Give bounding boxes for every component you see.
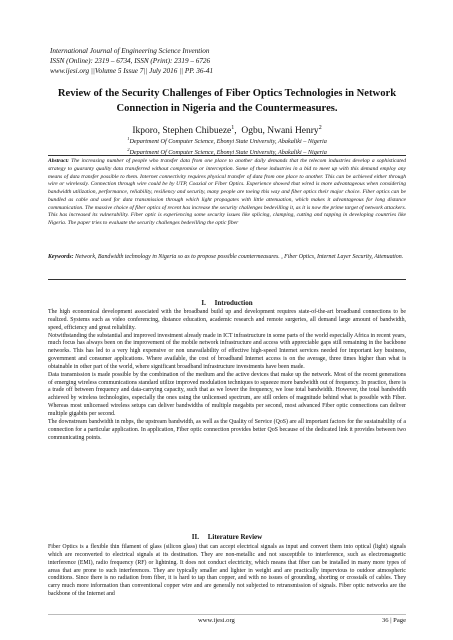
journal-name: International Journal of Engineering Science Invention xyxy=(50,47,210,55)
paragraph: Data transmission is made possible by the combination of the medium and the active devices that make up the network. Most of the recent generations of emerging wireless communications standard utilize improved modulation techniques to squeeze more bandwidth out of frequency. In practice, there is a trade off between frequency and data-carrying capacity, such that as we lower the frequency, we lose total bandwidth. However, the total bandwidth achieved by wireless technologies, especially the ones using the unlicensed spectrum, are still orders of magnitude behind what is possible with Fiber. Whereas most unlicensed wireless setups can deliver bandwidths of multiple megabits per second, most advanced Fiber optic connections can deliver multiple gigabits per second. xyxy=(48,371,406,417)
introduction-body xyxy=(48,309,406,442)
abstract xyxy=(48,158,406,228)
affiliation-2-text: Department Of Computer Science, Ebonyi State University, Abakaliki – Nigeria xyxy=(129,149,327,157)
paragraph: Notwithstanding the substantial and improved investment already made in ICT infrastructure in some parts of the world especially Africa in recent years, much focus has always been on the improvement of the mobile network infrastructure and access with appreciable gaps still remaining in the backbone networks. This has led to a very high expensive or non unavailability of effective high-speed Internet services needed for important key business, government and consumer applications. Where available, the cost of broadband Internet access is on the average, three times higher than what is obtainable in other part of the world, where significant broadband infrastructure investments have been made. xyxy=(48,332,406,370)
literature-review-body xyxy=(48,544,406,599)
keywords-text: Network, Bandwidth technology in Nigeria so as to propose possible countermeasures. , Fiber Optics, Internet Layer Security, Attenuation. xyxy=(73,254,404,260)
journal-header xyxy=(50,46,410,76)
section-heading-introduction: I. Introduction xyxy=(201,299,253,307)
paragraph: Fiber Optics is a flexible thin filament of glass (silicon glass) that can accept electrical signals as input and convert them into optical (light) signals which are reconverted to electrical signals at its destination. They are non-metallic and not susceptible to interference, such as electromagnetic interference (EMI), radio frequency (RF) or lightning. It does not conduct electricity, which means that fiber can be installed in many more types of areas that are prone to such interferences. They are typically smaller and lighter in weight and are practically impervious to outdoor atmospheric conditions. Since there is no radiation from fiber, it is hard to tap than copper, and with no issues of grounding, shorting or crosstalk of cables. They carry much more information than conventional copper wire and are generally not subjected to retransmission of signals. Fiber optic networks are the backbone of the Internet and xyxy=(48,544,406,598)
author-1: Ikporo, Stephen Chibueze xyxy=(132,126,232,137)
abstract-text: The increasing number of people who transfer data from one place to another daily demands that the telecom industries develop a sophisticated strategy to guaranty quality data transferred without compromise or interception. Some of these industries in a bid to meet up with this demand employ any means of data transfer possible to them. Internet connectivity requires physical transfer of data from one place to another. This can be achieved either through wire or wirelessly. Connection through wire could be by UTP, Coaxial or Fiber Optics. Experience showed that wired is more advantageous when considering bandwidth utilization, performance, reliability, resiliency and security, many people are toeing this way and fiber optics their major choice. Fiber optics can be bundled as cable and used for data transmission through which light propagates with little attenuation, which makes it advantageous for long distance communication. The massive choice of fiber optics of recent has increase the security challenges bedevilling it, as it is now the prime target of network attackers. This has increased its vulnerability. Fiber optic is experiencing some security issues like splicing, clamping, cutting and tapping in developing countries like Nigeria. The paper tries to evaluate the security challenges bedevilling the optic fiber xyxy=(48,158,406,226)
affiliation-1-text: Department Of Computer Science, Ebonyi State University, Abakaliki – Nigeria xyxy=(129,138,327,146)
abstract-top-rule xyxy=(48,155,406,156)
author-2: Ogbu, Nwani Henry xyxy=(241,126,319,137)
abstract-label: Abstract: xyxy=(48,158,69,164)
affiliation-2-mark: 2 xyxy=(127,147,130,153)
author-1-affil-mark: 1 xyxy=(231,125,235,131)
page-number: 36 | Page xyxy=(381,617,406,624)
journal-issn: ISSN (Online): 2319 – 6734, ISSN (Print): 2319 – 6726 xyxy=(50,57,211,65)
footer-rule xyxy=(48,614,406,615)
affiliation-1 xyxy=(44,135,410,146)
section-heading-literature-review: II. Literature Review xyxy=(191,533,263,541)
keywords-label: Keywords: xyxy=(48,254,74,260)
author-separator: , xyxy=(234,126,242,137)
journal-citation: www.ijesi.org ||Volume 5 Issue 7|| July 2016 || PP. 36-41 xyxy=(50,67,214,75)
abstract-bottom-rule xyxy=(48,279,406,280)
footer-url: www.ijesi.org xyxy=(198,617,235,624)
affiliation-1-mark: 1 xyxy=(127,136,130,141)
author-2-affil-mark: 2 xyxy=(318,125,322,131)
keywords xyxy=(48,253,406,261)
paragraph: The high economical development associated with the broadband build up and development requires state-of-the-art broadband connections to be realized. Systems such as video conferencing, distance education, academic research and remote surgeries, all demand large amount of bandwidth, speed, efficiency and great reliability. xyxy=(48,309,406,331)
paper-title: Review of the Security Challenges of Fiber Optics Technologies in Network Connection in Nigeria and the Countermeasures. xyxy=(57,88,397,114)
paragraph: The downstream bandwidth in mbps, the upstream bandwidth, as well as the Quality of Service (QoS) are all important factors for the sustainability of a connection for a particular application. In application, Fiber optic connection provides better QoS because of the dedicated link it provides between two communicating points. xyxy=(48,418,406,441)
